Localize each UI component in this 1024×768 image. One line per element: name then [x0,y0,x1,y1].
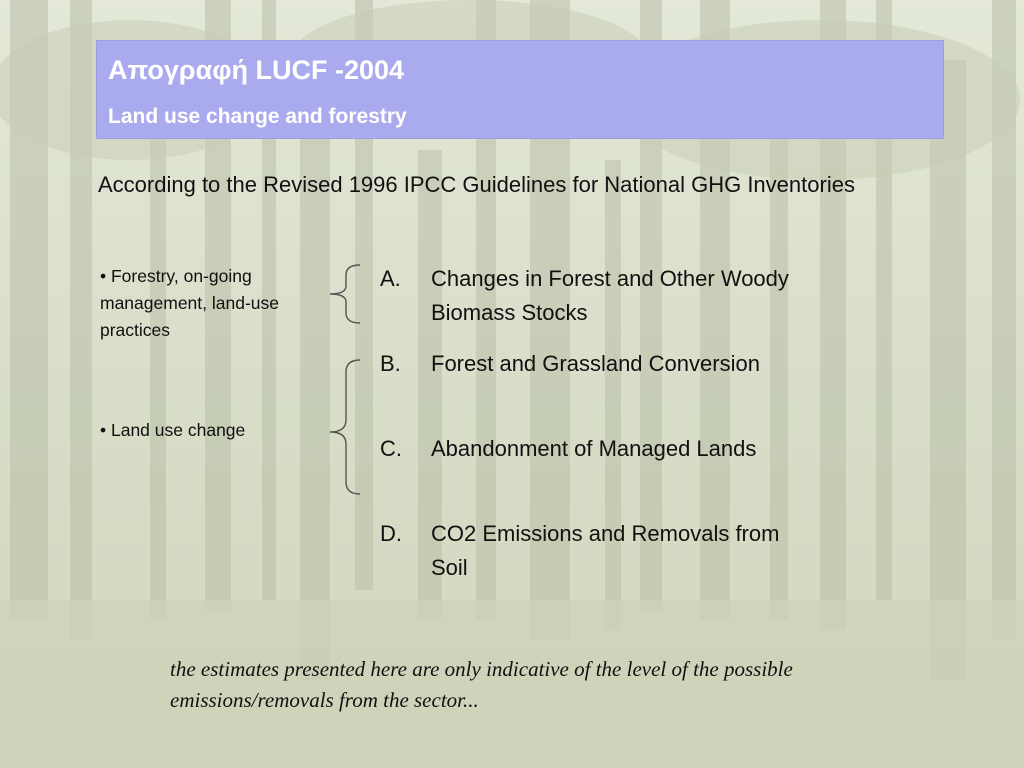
list-item [380,347,800,381]
list-item-letter: A. [380,266,401,291]
page-title: Απογραφή LUCF -2004 [108,55,405,85]
title-banner [96,40,944,139]
list-item [380,262,800,330]
list-item-letter: C. [380,436,402,461]
list-item-text: Forest and Grassland Conversion [431,351,760,376]
list-item-text: CO2 Emissions and Removals from Soil [431,521,780,580]
list-item [380,517,800,585]
list-item-letter: D. [380,521,402,546]
list-item-text: Abandonment of Managed Lands [431,436,757,461]
footnote: the estimates presented here are only indicative of the level of the possible emissions/removals from the sector... [170,657,793,712]
bullet-forestry: • Forestry, on-going management, land-use practices [100,266,279,340]
list-item-text: Changes in Forest and Other Woody Biomass Stocks [431,266,789,325]
list-item-letter: B. [380,351,401,376]
bullet-land-use-change: • Land use change [100,420,246,440]
list-item [380,432,800,466]
intro-text: According to the Revised 1996 IPCC Guidelines for National GHG Inventories [98,172,855,197]
page-subtitle: Land use change and forestry [108,105,407,128]
